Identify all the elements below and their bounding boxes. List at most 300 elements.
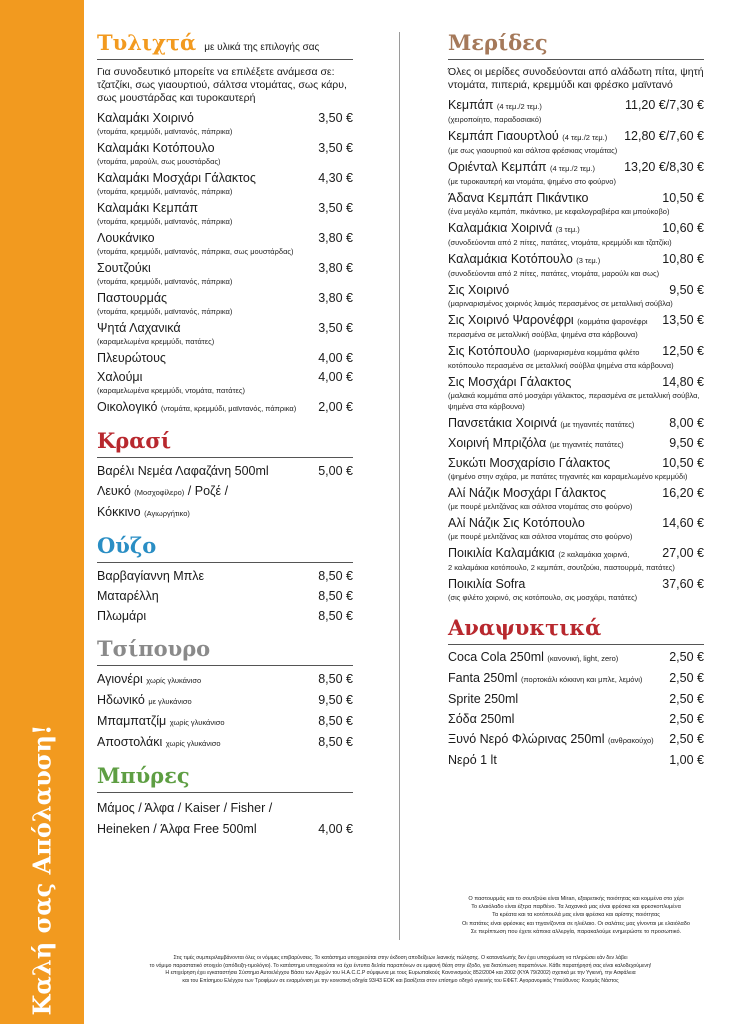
menu-item-row [448, 252, 704, 268]
item-price: 2,00 € [318, 400, 353, 414]
menu-item [97, 351, 353, 366]
menu-item [97, 464, 353, 479]
menu-item [448, 252, 704, 279]
note-line: Τα κρέατα και τα κοτόπουλά μας είναι φρέσκα και αρίστης ποιότητας [492, 912, 660, 919]
orange-sidebar [0, 0, 84, 1024]
item-description: (συνοδεύονται από 2 πίτες, πατάτες, ντομάτα, κρεμμύδι και τζατζίκι) [448, 238, 672, 247]
item-price: 8,50 € [318, 735, 353, 749]
menu-item-name [97, 464, 312, 479]
menu-item-row [448, 650, 704, 666]
item-name: Κόκκινο [97, 505, 141, 519]
item-description: (χειροποίητο, παραδοσιακό) [448, 115, 542, 124]
menu-item-row [97, 672, 353, 688]
menu-item-name [97, 735, 312, 751]
menu-item [97, 505, 353, 521]
menu-item-row [448, 344, 704, 360]
byres-line1: Μάμος / Άλφα / Kaiser / Fisher / [97, 801, 273, 815]
item-note: χωρίς γλυκάνισο [165, 739, 221, 748]
item-name: Πλευρώτους [97, 351, 166, 365]
item-note: (κομμάτια ψαρονέφρι [577, 317, 648, 326]
menu-item-name [97, 693, 312, 709]
item-note: (4 τεμ./2 τεμ.) [562, 133, 608, 142]
item-note: (Μοσχοφίλερο) [134, 488, 185, 497]
item-price: 2,50 € [669, 712, 704, 726]
item-name: Άδανα Κεμπάπ Πικάντικο [448, 191, 589, 205]
menu-item [97, 321, 353, 347]
item-description: (μαριναρισμένος χοιρινός λαιμός περασμένος σε μεταλλική σούβλα) [448, 299, 673, 308]
menu-item-row [97, 291, 353, 306]
section-title-anapsyktika: Αναψυκτικά [448, 615, 602, 640]
tylixta-header [97, 30, 353, 60]
item-name: Σόδα 250ml [448, 712, 515, 726]
left-column [97, 30, 353, 837]
menu-item [448, 344, 704, 371]
notes-block [448, 895, 704, 936]
menu-item-name [97, 589, 312, 604]
menu-item [97, 589, 353, 604]
ouzo-header [97, 533, 353, 563]
right-column [448, 30, 704, 768]
item-description: (ντομάτα, κρεμμύδι, μαϊντανός, πάπρικα) [97, 277, 233, 286]
menu-item-name [448, 160, 618, 176]
item-price: 3,50 € [318, 141, 353, 155]
note-line: Σε περίπτωση που έχετε κάποια αλλεργία, παρακαλούμε ενημερώστε το προσωπικό. [470, 928, 682, 935]
footer-line: Στις τιμές συμπεριλαμβάνονται όλες οι νόμιμες επιβαρύνσεις. Το κατάστημα υποχρεούται στην έκδοση αποδείξεων λιανικής πώλησης. Ο καταναλωτής δεν έχει υποχρέωση να πληρώσει εάν δεν λάβει [173, 955, 628, 961]
menu-item [448, 191, 704, 217]
section-title-tylixta: Τυλιχτά [97, 30, 197, 55]
menu-item [448, 486, 704, 512]
menu-item [97, 291, 353, 317]
menu-item [448, 375, 704, 412]
menu-item [448, 692, 704, 707]
menu-item-row [448, 98, 704, 114]
item-note: (με τηγανιτές πατάτες) [549, 440, 624, 449]
item-description: (με σως γιαουρτιού και σάλτσα φρέσκιας ντομάτας) [448, 146, 618, 155]
menu-item-row [97, 589, 353, 604]
side-slogan: Καλή σας Απόλαυση! [27, 724, 57, 1016]
item-description: (καραμελωμένα κρεμμύδι, πατάτες) [97, 337, 215, 346]
item-name: Οικολογικό [97, 400, 158, 414]
item-price: 3,50 € [318, 321, 353, 335]
item-description: (ντομάτα, κρεμμύδι, μαϊντανός, πάπρικα) [97, 217, 233, 226]
menu-item-name [97, 672, 312, 688]
menu-item-row [97, 569, 353, 584]
item-name: Ποικιλία Sofra [448, 577, 526, 591]
menu-item-row [448, 129, 704, 145]
menu-item [448, 650, 704, 666]
footer-line: το νόμιμο παραστατικό στοιχείο (απόδειξη-τιμολόγιο). Το κατάστημα υποχρεούται να έχει έντυπα δελτία παραπόνων σε εμφανή θέση στην έξοδο, για διατύπωση παραπόνων. Κάθε παρατήρησή σας είναι καλοδεχούμενη! [149, 962, 652, 969]
item-price: 37,60 € [662, 577, 704, 591]
menu-item-name [448, 577, 656, 592]
menu-item-name [448, 486, 656, 501]
item-name-extra: / Ροζέ / [184, 484, 229, 498]
menu-item-name [448, 692, 663, 707]
merides-header [448, 30, 704, 60]
item-price: 4,30 € [318, 171, 353, 185]
menu-item-row [97, 261, 353, 276]
menu-item [97, 693, 353, 709]
tylixta-list [97, 111, 353, 416]
menu-item-name [448, 650, 663, 666]
menu-item [448, 671, 704, 687]
menu-item-row [97, 484, 353, 500]
footer-line: και του Επίσημου Ελέγχου των Τροφίμων σε εναρμόνιση με την κοινοτική οδηγία 93/43 ΕΟΚ και βασίζεται στον επίσημο οδηγό υγιεινής του ΕΦΕΤ. Αγορανομικός Υπεύθυνος: Κοσμάς Νάστος [182, 977, 619, 984]
item-price: 3,80 € [318, 291, 353, 305]
item-name: Σις Χοιρινό [448, 283, 510, 297]
menu-item [97, 141, 353, 167]
byres-price: 4,00 € [318, 822, 353, 836]
item-name: Σουτζούκι [97, 261, 151, 275]
menu-item-row [448, 516, 704, 531]
item-price: 16,20 € [662, 486, 704, 500]
menu-item [448, 577, 704, 603]
menu-item [97, 609, 353, 624]
item-price: 27,00 € [662, 546, 704, 560]
item-name: Κεμπάπ Γιαουρτλού [448, 129, 559, 143]
item-price: 11,20 €/7,30 € [624, 98, 704, 112]
item-price: 3,80 € [318, 231, 353, 245]
item-name: Αλί Νάζικ Μοσχάρι Γάλακτος [448, 486, 607, 500]
item-note: (κανονική, light, zero) [547, 654, 619, 663]
menu-item-row [448, 692, 704, 707]
item-price: 2,50 € [669, 692, 704, 706]
item-name: Νερό 1 lt [448, 753, 497, 767]
krasi-header [97, 428, 353, 458]
item-name: Καλαμάκι Μοσχάρι Γάλακτος [97, 171, 256, 185]
menu-item-row [97, 609, 353, 624]
menu-item-name [448, 436, 663, 452]
item-price: 8,50 € [318, 569, 353, 583]
menu-item [97, 370, 353, 396]
item-name: Καλαμάκια Κοτόπουλο [448, 252, 573, 266]
menu-item [448, 546, 704, 573]
item-price: 10,50 € [662, 191, 704, 205]
menu-item-name [97, 261, 312, 276]
menu-item-name [97, 400, 312, 416]
item-price: 8,50 € [318, 589, 353, 603]
menu-item-name [448, 313, 656, 329]
menu-item-row [97, 693, 353, 709]
item-note: με γλυκάνισο [148, 697, 192, 706]
menu-item-row [97, 714, 353, 730]
item-note: (με τηγανιτές πατάτες) [560, 420, 635, 429]
menu-item-name [448, 732, 663, 748]
menu-item-name [97, 111, 312, 126]
menu-item-name [448, 98, 619, 114]
column-divider [399, 32, 400, 940]
item-name: Ποικιλία Καλαμάκια [448, 546, 555, 560]
section-subtitle-tylixta: με υλικά της επιλογής σας [204, 42, 320, 53]
menu-item-row [448, 375, 704, 390]
menu-item-row [97, 370, 353, 385]
item-price: 8,50 € [318, 609, 353, 623]
menu-item [448, 416, 704, 432]
menu-item-row [97, 321, 353, 336]
item-name: Σις Κοτόπουλο [448, 344, 530, 358]
krasi-list [97, 464, 353, 521]
menu-item [97, 111, 353, 137]
menu-item-row [97, 231, 353, 246]
menu-item-row [97, 735, 353, 751]
item-description: (με τυροκαυτερή και ντομάτα, ψημένο στο φούρνο) [448, 177, 616, 186]
menu-item [448, 516, 704, 542]
tsipouro-list [97, 672, 353, 751]
menu-item [97, 735, 353, 751]
menu-item [97, 714, 353, 730]
menu-item-name [97, 351, 312, 366]
item-name: Λευκό [97, 484, 131, 498]
item-name: Χαλούμι [97, 370, 143, 384]
menu-item-name [97, 321, 312, 336]
item-name: Σις Χοιρινό Ψαρονέφρι [448, 313, 574, 327]
item-name: Πλωμάρι [97, 609, 147, 623]
menu-item-name [97, 714, 312, 730]
item-price: 10,60 € [662, 221, 704, 235]
item-note: (4 τεμ./2 τεμ.) [550, 164, 596, 173]
item-price: 4,00 € [318, 351, 353, 365]
menu-item-row [97, 464, 353, 479]
tylixta-intro: Για συνοδευτικό μπορείτε να επιλέξετε ανάμεσα σε: τζατζίκι, σως γιαουρτιού, σάλτσα ντομάτας, σως κάρυ, σως μουστάρδας και τυροκαυτερή [97, 66, 347, 104]
item-description: (ντομάτα, μαρούλι, σως μουστάρδας) [97, 157, 221, 166]
menu-item [448, 753, 704, 768]
menu-item-row [448, 732, 704, 748]
item-name: Ματαρέλλη [97, 589, 159, 603]
item-description: (ψημένο στην σχάρα, με πατάτες τηγανιτές και καραμελωμένο κρεμμύδι) [448, 472, 688, 481]
item-price: 9,50 € [318, 693, 353, 707]
item-price: 1,00 € [669, 753, 704, 767]
item-name: Καλαμάκια Χοιρινά [448, 221, 553, 235]
item-name: Αγιονέρι [97, 672, 143, 686]
item-price: 2,50 € [669, 732, 704, 746]
byres-header [97, 763, 353, 793]
menu-item-row [448, 283, 704, 298]
section-title-merides: Μερίδες [448, 30, 548, 55]
menu-item-name [448, 753, 663, 768]
menu-item-row [448, 546, 704, 562]
menu-item-row [448, 221, 704, 237]
item-price: 10,80 € [662, 252, 704, 266]
item-price: 9,50 € [669, 436, 704, 450]
menu-item-row [448, 416, 704, 432]
item-price: 14,80 € [662, 375, 704, 389]
item-name: Λουκάνικο [97, 231, 155, 245]
merides-intro: Όλες οι μερίδες συνοδεύονται από αλάδωτη πίτα, ψητή ντομάτα, πιπεριά, κρεμμύδι και φρέσκο μαϊντανό [448, 66, 704, 91]
ouzo-list [97, 569, 353, 624]
tsipouro-header [97, 636, 353, 666]
item-description: (ντομάτα, κρεμμύδι, μαϊντανός, πάπρικα) [97, 307, 233, 316]
menu-item-name [97, 141, 312, 156]
menu-item-name [448, 712, 663, 727]
item-price: 3,80 € [318, 261, 353, 275]
menu-item-row [448, 577, 704, 592]
item-description: (σις φιλέτο χοιρινό, σις κοτόπουλο, σις μοσχάρι, πατάτες) [448, 593, 638, 602]
item-price: 12,80 €/7,60 € [624, 129, 704, 143]
menu-item-name [97, 201, 312, 216]
item-price: 12,50 € [662, 344, 704, 358]
merides-list [448, 98, 704, 603]
menu-item-row [448, 456, 704, 471]
item-price: 9,50 € [669, 283, 704, 297]
item-price: 13,50 € [662, 313, 704, 327]
menu-item-row [97, 351, 353, 366]
menu-item [97, 201, 353, 227]
menu-item [448, 283, 704, 309]
note-line: Ο παστουρμάς και το σουτζούκι είναι Miran, εξαιρετικής ποιότητας και κομμένα στο χέρι [468, 896, 684, 902]
item-name: Παστουρμάς [97, 291, 168, 305]
item-description: 2 καλαμάκια κοτόπουλο, 2 κεμπάπ, σουτζούκι, παστουρμά, πατάτες) [448, 563, 675, 572]
anapsyktika-header [448, 615, 704, 645]
item-price: 3,50 € [318, 201, 353, 215]
menu-item-name [448, 456, 656, 471]
menu-item-row [448, 436, 704, 452]
note-line: Το ελαιόλαδο είναι έξτρα παρθένο. Τα λαχανικά μας είναι φρέσκα και φρεσκοπλυμένα [471, 904, 681, 911]
item-price: 8,50 € [318, 714, 353, 728]
item-note: (2 καλαμάκια χοιρινά, [558, 550, 630, 559]
menu-item [448, 160, 704, 187]
footer-line: Η επιχείρηση έχει εγκαταστήσει Σύστημα Αυτοελέγχου Βάσει των Αρχών του H.A.C.C.P σύμφωνα με τους Ευρωπαϊκούς Κανονισμούς 852/2004 και 2002 (ΚΥΑ 79/2002) σχετικά με την Υγιεινή, την Ασφάλεια [165, 970, 636, 977]
item-note: (Αγιωργήτικο) [144, 509, 190, 518]
item-description: (καραμελωμένα κρεμμύδι, ντομάτα, πατάτες) [97, 386, 246, 395]
item-note: χωρίς γλυκάνισο [169, 718, 225, 727]
menu-item-name [97, 171, 312, 186]
item-note: (ανθρακούχο) [607, 736, 654, 745]
note-line: Οι πατάτες είναι φρέσκιες και τηγανίζονται σε ηλιέλαιο. Οι σαλάτες μας γίνονται με ελαιόλαδο [462, 920, 690, 927]
section-title-byres: Μπύρες [97, 763, 190, 788]
item-price: 13,20 €/8,30 € [624, 160, 704, 174]
item-description: (με πουρέ μελιτζάνας και σάλτσα ντομάτας στο φούρνο) [448, 532, 633, 541]
item-note: (ντομάτα, κρεμμύδι, μαϊντανός, πάπρικα) [160, 404, 297, 413]
item-name: Μπαμπατζίμ [97, 714, 167, 728]
menu-item [97, 569, 353, 584]
menu-item-row [448, 160, 704, 176]
menu-item-name [448, 546, 656, 562]
item-name: Βαρέλι Νεμέα Λαφαζάνη 500ml [97, 464, 269, 478]
menu-item-name [448, 283, 663, 298]
item-price: 8,00 € [669, 416, 704, 430]
item-description: (ένα μεγάλο κεμπάπ, πικάντικο, με κεφαλογραβιέρα και μπούκοβο) [448, 207, 670, 216]
menu-item [97, 672, 353, 688]
menu-item-name [97, 569, 312, 584]
menu-item-name [448, 221, 656, 237]
item-description: (συνοδεύονται από 2 πίτες, πατάτες, ντομάτα, μαρούλι και σως) [448, 269, 660, 278]
legal-footer [97, 955, 704, 985]
item-price: 10,50 € [662, 456, 704, 470]
menu-item-row [448, 486, 704, 501]
item-note: (πορτοκάλι κόκκινη και μπλε, λεμόνι) [520, 675, 643, 684]
item-description: (ντομάτα, κρεμμύδι, μαϊντανός, πάπρικα) [97, 187, 233, 196]
section-title-krasi: Κρασί [97, 428, 172, 453]
item-note: (3 τεμ.) [555, 225, 580, 234]
menu-item-name [448, 129, 618, 145]
item-name: Βαρβαγίαννη Μπλε [97, 569, 205, 583]
item-name: Καλαμάκι Χοιρινό [97, 111, 194, 125]
menu-item [448, 456, 704, 482]
item-name: Αποστολάκι [97, 735, 163, 749]
item-price: 2,50 € [669, 671, 704, 685]
menu-item-row [448, 712, 704, 727]
menu-item-row [448, 313, 704, 329]
item-name: Αλί Νάζικ Σις Κοτόπουλο [448, 516, 585, 530]
item-name: Σις Μοσχάρι Γάλακτος [448, 375, 572, 389]
menu-item-name [448, 252, 656, 268]
item-note: χωρίς γλυκάνισο [146, 676, 202, 685]
item-name: Ξυνό Νερό Φλώρινας 250ml [448, 732, 605, 746]
menu-item [97, 171, 353, 197]
item-price: 2,50 € [669, 650, 704, 664]
menu-item-row [97, 171, 353, 186]
menu-item-name [97, 291, 312, 306]
item-price: 14,60 € [662, 516, 704, 530]
byres-item [97, 801, 353, 837]
menu-item-name [97, 505, 353, 521]
item-name: Συκώτι Μοσχαρίσιο Γάλακτος [448, 456, 611, 470]
item-name: Coca Cola 250ml [448, 650, 544, 664]
item-description: (ντομάτα, κρεμμύδι, μαϊντανός, πάπρικα) [97, 127, 233, 136]
item-name: Ψητά Λαχανικά [97, 321, 181, 335]
item-name: Οριένταλ Κεμπάπ [448, 160, 547, 174]
menu-item [97, 261, 353, 287]
item-name: Κεμπάπ [448, 98, 494, 112]
menu-item-row [448, 671, 704, 687]
menu-item [448, 129, 704, 156]
byres-line2: Heineken / Άλφα Free 500ml [97, 822, 257, 836]
menu-item-row [97, 201, 353, 216]
menu-item [448, 98, 704, 125]
menu-item-row [97, 111, 353, 126]
menu-item [448, 221, 704, 248]
menu-item-name [448, 344, 656, 360]
item-description: κοτόπουλο περασμένα σε μεταλλική σούβλα ψημένα στα κάρβουνα) [448, 361, 674, 370]
item-name: Ηδωνικό [97, 693, 145, 707]
item-description: περασμένα σε μεταλλική σούβλα, ψημένα στα κάρβουνα) [448, 330, 638, 339]
menu-item [448, 712, 704, 727]
menu-item-row [97, 505, 353, 521]
menu-item-name [448, 416, 663, 432]
menu-item-row [97, 141, 353, 156]
item-name: Fanta 250ml [448, 671, 518, 685]
menu-item-row [97, 400, 353, 416]
menu-item-name [448, 191, 656, 206]
item-description: (ντομάτα, κρεμμύδι, μαϊντανός, πάπρικα, σως μουστάρδας) [97, 247, 294, 256]
menu-item-row [448, 753, 704, 768]
item-note: (μαριναρισμένα κομμάτια φιλέτο [533, 348, 640, 357]
section-title-tsipouro: Τσίπουρο [97, 636, 211, 661]
menu-item-name [97, 370, 312, 385]
item-name: Sprite 250ml [448, 692, 519, 706]
menu-item [97, 400, 353, 416]
menu-item-name [448, 375, 656, 390]
item-note: (4 τεμ./2 τεμ.) [496, 102, 542, 111]
menu-item [448, 313, 704, 340]
menu-item [97, 484, 353, 500]
anapsyktika-list [448, 650, 704, 768]
menu-item-name [97, 609, 312, 624]
item-name: Πανσετάκια Χοιρινά [448, 416, 557, 430]
menu-item [448, 436, 704, 452]
menu-item-name [448, 671, 663, 687]
item-price: 4,00 € [318, 370, 353, 384]
item-price: 3,50 € [318, 111, 353, 125]
item-name: Καλαμάκι Κεμπάπ [97, 201, 199, 215]
menu-item-row [448, 191, 704, 206]
item-price: 8,50 € [318, 672, 353, 686]
item-name: Καλαμάκι Κοτόπουλο [97, 141, 215, 155]
section-title-ouzo: Ούζο [97, 533, 157, 558]
menu-item-name [448, 516, 656, 531]
menu-item [448, 732, 704, 748]
item-description: (με πουρέ μελιτζάνας και σάλτσα ντομάτας στο φούρνο) [448, 502, 633, 511]
menu-item-name [97, 231, 312, 246]
